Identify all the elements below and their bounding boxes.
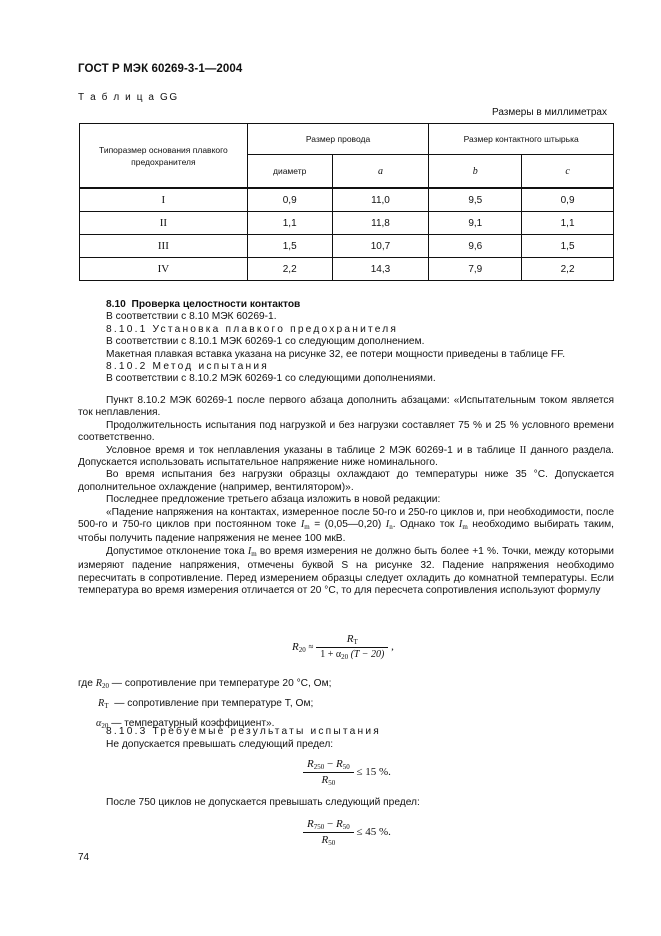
paragraph: Макетная плавкая вставка указана на рисунке 32, ее потери мощности приведены в таблице FF. (106, 348, 566, 360)
header-a: a (332, 155, 429, 189)
cell-b: 9,6 (429, 235, 522, 258)
math-inline: $I_m$ (300, 519, 310, 532)
cell-size: II (80, 212, 248, 235)
table-caption: Т а б л и ц а GG (78, 92, 179, 103)
header-wire-size: Размер провода (247, 124, 429, 155)
header-b: b (429, 155, 522, 189)
cell-a: 14,3 (332, 258, 429, 281)
table-row (80, 188, 614, 212)
paragraph: В соответствии с 8.10.1 МЭК 60269-1 со следующим дополнением. (106, 336, 425, 348)
cell-c: 0,9 (522, 188, 614, 212)
math-inline: $I_n$ (385, 519, 393, 532)
cell-c: 1,5 (522, 235, 614, 258)
cell-diameter: 0,9 (247, 188, 332, 212)
cell-c: 2,2 (522, 258, 614, 281)
table-units: Размеры в миллиметрах (492, 107, 607, 118)
paragraph: В соответствии с 8.10.2 МЭК 60269-1 со следующими дополнениями. (106, 373, 436, 385)
section-intro (106, 299, 614, 386)
cell-diameter: 2,2 (247, 258, 332, 281)
table-row (80, 235, 614, 258)
paragraph: После 750 циклов не допускается превышать следующий предел: (106, 797, 420, 808)
cell-a: 11,8 (332, 212, 429, 235)
formula-r20: $R_{20}$ ≈ $\frac{R_T}{1 + \alpha_{20} (T - 20)}$ , (292, 633, 394, 661)
subsection-title: 8.10.2 Метод испытания (106, 361, 269, 373)
cell-size: IV (80, 258, 248, 281)
cell-c: 1,1 (522, 212, 614, 235)
cell-b: 7,9 (429, 258, 522, 281)
paragraph: Допустимое отклонение тока $I_m$ во время измерения не должно быть более +1 %. Точки, между которыми измеряют падение напряжения, отмечены буквой S на рисунке 32. Падение напряжения необходимо пересчитать в сопротивление. Перед измерением образцы следует охладить до комнатной температуры. Если температура во время измерения отличается от 20 °С, то для пересчета сопротивления используют формулу (78, 545, 614, 597)
formula-limit-45: $\frac{R_{750} - R_{50}}{R_{50}}$ ≤ 45 %. (303, 818, 391, 847)
paragraph: Во время испытания без нагрузки образцы охлаждают до температуры ниже 35 °С. Допускается дополнительное охлаждение (например, вентилятором)». (78, 469, 614, 493)
definition-rt: $R_T$ — сопротивление при температуре T, Ом; (98, 698, 314, 710)
header-c: c (522, 155, 614, 189)
cell-a: 11,0 (332, 188, 429, 212)
math-inline: $I_m$ (458, 519, 468, 532)
paragraph: Пункт 8.10.2 МЭК 60269-1 после первого абзаца дополнить абзацами: «Испытательным током является ток неплавления. (78, 395, 614, 419)
table-row (80, 212, 614, 235)
header-diameter: диаметр (247, 155, 332, 189)
paragraph: В соответствии с 8.10 МЭК 60269-1. (106, 311, 277, 323)
cell-diameter: 1,1 (247, 212, 332, 235)
cell-size: I (80, 188, 248, 212)
paragraph: Условное время и ток неплавления указаны в таблице 2 МЭК 60269-1 и в таблице II данного раздела. Допускается использовать испытательное напряжение ниже номинального. (78, 444, 614, 469)
cell-b: 9,5 (429, 188, 522, 212)
section-heading: 8.10 Проверка целостности контактов (106, 299, 301, 310)
paragraph: «Падение напряжения на контактах, измеренное после 50-го и 250-го циклов и, при необходимости, после 500-го и 750-го циклов при постоянном токе $I_m$ = (0,05—0,20) $I_n$. Однако ток $I_m$ необходимо выбирать таким, чтобы получить падение напряжения не менее 100 мкВ. (78, 506, 615, 545)
formula-limit-15: $\frac{R_{250} - R_{50}}{R_{50}}$ ≤ 15 %. (303, 758, 391, 787)
definition-alpha: $\alpha_{20}$ — температурный коэффициент». (96, 718, 275, 730)
table-gg (79, 123, 614, 281)
definition-r20: где $R_{20}$ — сопротивление при температуре 20 °С, Ом; (78, 678, 332, 690)
table-row (80, 258, 614, 281)
math-inline: $I_m$ (247, 545, 257, 558)
subsection-8-10-3: 8.10.3 Требуемые результаты испытания Не допускается превышать следующий предел: (106, 726, 381, 750)
header-base-size: Типоразмер основания плавкого предохранителя (80, 124, 248, 189)
paragraph: Продолжительность испытания под нагрузкой и без нагрузки составляет 75 % и 25 % условного времени соответственно. (78, 419, 614, 444)
paragraph: Последнее предложение третьего абзаца изложить в новой редакции: (106, 494, 441, 506)
cell-size: III (80, 235, 248, 258)
header-pin-size: Размер контактного штырька (429, 124, 614, 155)
page-number: 74 (78, 852, 90, 863)
document-header: ГОСТ Р МЭК 60269-3-1—2004 (78, 63, 243, 75)
cell-diameter: 1,5 (247, 235, 332, 258)
section-body (78, 395, 614, 598)
cell-a: 10,7 (332, 235, 429, 258)
cell-b: 9,1 (429, 212, 522, 235)
subsection-title: 8.10.1 Установка плавкого предохранителя (106, 323, 399, 335)
